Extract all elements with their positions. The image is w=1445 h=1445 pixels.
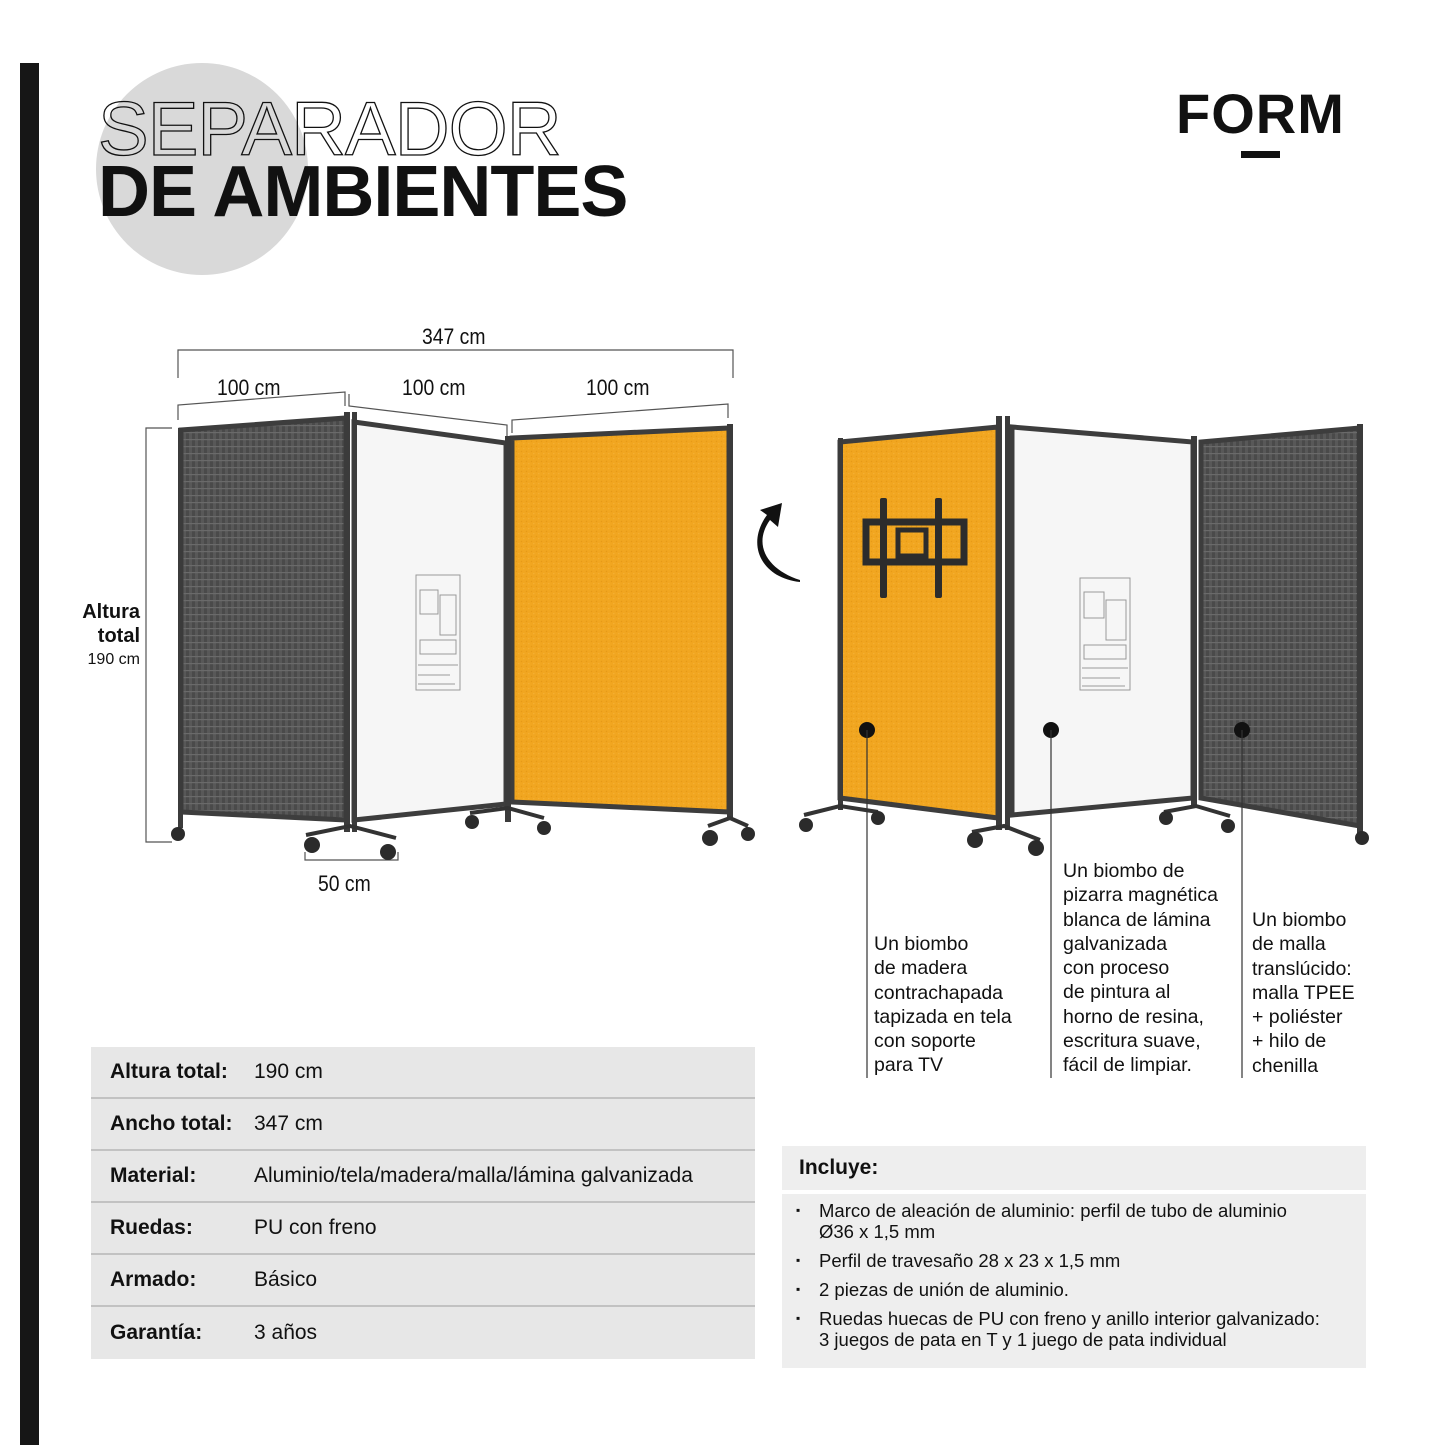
spec-value: 190 cm — [254, 1060, 323, 1083]
dim-height-label: Altura total — [82, 601, 140, 647]
dim-height-value: 190 cm — [87, 651, 140, 668]
list-item: ▪ Marco de aleación de aluminio: perfil de tubo de aluminio Ø36 x 1,5 mm — [796, 1200, 1287, 1242]
list-item: ▪ Perfil de travesaño 28 x 23 x 1,5 mm — [796, 1250, 1121, 1271]
spec-label: Ruedas: — [110, 1216, 193, 1239]
spec-label: Altura total: — [110, 1060, 228, 1083]
includes-title: Incluye: — [782, 1146, 1366, 1194]
spec-value: PU con freno — [254, 1216, 377, 1239]
title-line-2: DE AMBIENTES — [98, 152, 628, 232]
spec-row — [91, 1307, 755, 1359]
screen-front-view — [171, 412, 755, 860]
includes-box — [782, 1146, 1366, 1368]
spec-value: Aluminio/tela/madera/malla/lámina galvanizada — [254, 1164, 693, 1187]
list-item: ▪ Ruedas huecas de PU con freno y anillo interior galvanizado: 3 juegos de pata en T y 1 juego de pata individual — [796, 1308, 1320, 1350]
spec-value: 347 cm — [254, 1112, 323, 1135]
dim-panel-1: 100 cm — [217, 375, 281, 400]
list-item: ▪ 2 piezas de unión de aluminio. — [796, 1279, 1069, 1300]
spec-row — [91, 1047, 755, 1099]
spec-row — [91, 1151, 755, 1203]
spec-label: Armado: — [110, 1268, 197, 1291]
bullet-icon: ▪ — [796, 1203, 801, 1217]
spec-row — [91, 1255, 755, 1307]
brand-logo: FORM — [1176, 82, 1345, 145]
includes-list — [782, 1194, 1366, 1368]
rotate-arrow — [757, 503, 800, 582]
dim-panel-2: 100 cm — [402, 375, 466, 400]
dim-panel-3: 100 cm — [586, 375, 650, 400]
feature-wood-panel: Un biombo de madera contrachapada tapizada en tela con soporte para TV — [874, 933, 1012, 1077]
bullet-icon: ▪ — [796, 1253, 801, 1267]
spec-table — [91, 1047, 755, 1359]
spec-label: Material: — [110, 1164, 197, 1187]
spec-value: Básico — [254, 1268, 318, 1291]
feature-mesh-panel: Un biombo de malla translúcido: malla TPEE + poliéster + hilo de chenilla — [1252, 909, 1355, 1077]
dim-total-width: 347 cm — [422, 324, 486, 349]
bullet-icon: ▪ — [796, 1311, 801, 1325]
dim-foot-width: 50 cm — [318, 871, 371, 896]
spec-label: Ancho total: — [110, 1112, 233, 1135]
screen-back-view — [799, 416, 1369, 856]
spec-row — [91, 1099, 755, 1151]
feature-whiteboard-panel: Un biombo de pizarra magnética blanca de lámina galvanizada con proceso de pintura al horno de resina, escritura suave, fácil de limpiar. — [1063, 860, 1218, 1077]
title-line-1: SEPARADOR — [98, 87, 561, 172]
spec-label: Garantía: — [110, 1321, 203, 1344]
bullet-icon: ▪ — [796, 1282, 801, 1296]
spec-value: 3 años — [254, 1321, 318, 1344]
spec-row — [91, 1203, 755, 1255]
